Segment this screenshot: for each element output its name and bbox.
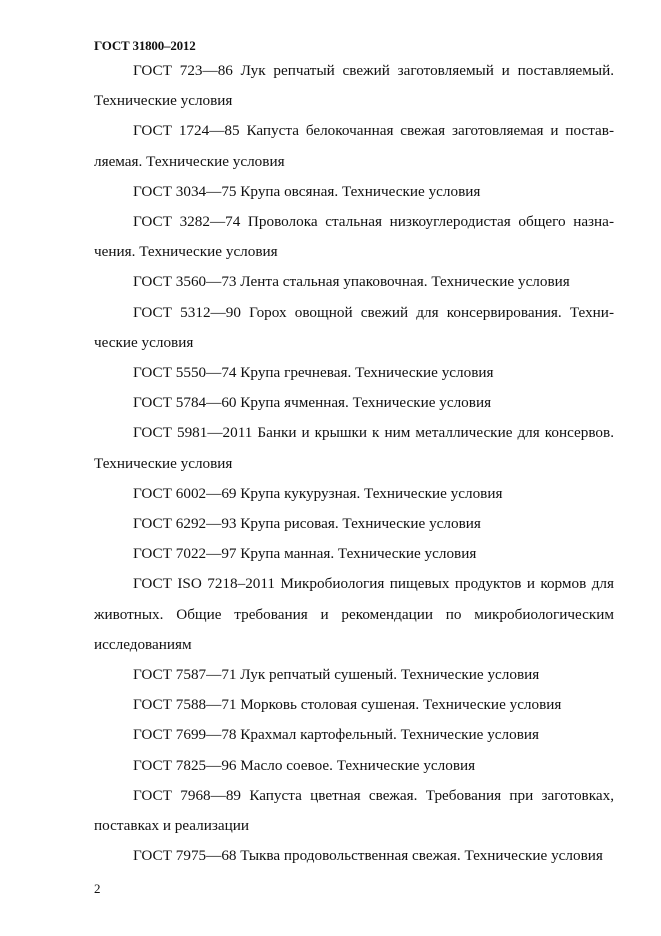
- reference-item: ГОСТ 3034—75 Крупа овсяная. Технические условия: [133, 182, 481, 200]
- reference-item: ГОСТ 7975—68 Тыква продовольственная свежая. Технические условия: [133, 847, 603, 865]
- reference-item: ГОСТ 5550—74 Крупа гречневая. Технические условия: [133, 364, 494, 382]
- reference-item: ГОСТ 1724—85 Капуста белокочанная свежая заготовляемая и поставляемая. Технические условия: [94, 122, 614, 170]
- normative-references-list: [94, 56, 614, 871]
- reference-item: ГОСТ 723—86 Лук репчатый свежий заготовляемый и поставляемый. Технические условия: [94, 62, 614, 110]
- reference-item: ГОСТ 3282—74 Проволока стальная низкоуглеродистая общего назначения. Технические условия: [94, 213, 614, 261]
- reference-item: ГОСТ 7968—89 Капуста цветная свежая. Требования при заготовках, поставках и реализации: [94, 786, 614, 835]
- reference-item: ГОСТ 7587—71 Лук репчатый сушеный. Технические условия: [133, 666, 540, 684]
- reference-item: ГОСТ 6002—69 Крупа кукурузная. Технические условия: [133, 484, 503, 502]
- page-number: 2: [94, 881, 101, 896]
- reference-item: ГОСТ 7022—97 Крупа манная. Технические условия: [133, 545, 477, 563]
- reference-item: ГОСТ ISO 7218–2011 Микробиология пищевых продуктов и кормов для животных. Общие требования и рекомендации по микробиологическим исследованиям: [94, 575, 614, 653]
- reference-item: ГОСТ 5312—90 Горох овощной свежий для консервирования. Технические условия: [94, 303, 614, 351]
- reference-item: ГОСТ 5981—2011 Банки и крышки к ним металлические для консервов. Технические условия: [94, 424, 614, 472]
- running-header: ГОСТ 31800–2012: [94, 38, 196, 53]
- reference-item: ГОСТ 5784—60 Крупа ячменная. Технические условия: [133, 394, 492, 412]
- reference-item: ГОСТ 7825—96 Масло соевое. Технические условия: [133, 756, 476, 774]
- reference-item: ГОСТ 6292—93 Крупа рисовая. Технические условия: [133, 515, 481, 533]
- reference-item: ГОСТ 3560—73 Лента стальная упаковочная. Технические условия: [133, 273, 570, 291]
- reference-item: ГОСТ 7699—78 Крахмал картофельный. Технические условия: [133, 726, 539, 744]
- reference-item: ГОСТ 7588—71 Морковь столовая сушеная. Технические условия: [133, 696, 562, 714]
